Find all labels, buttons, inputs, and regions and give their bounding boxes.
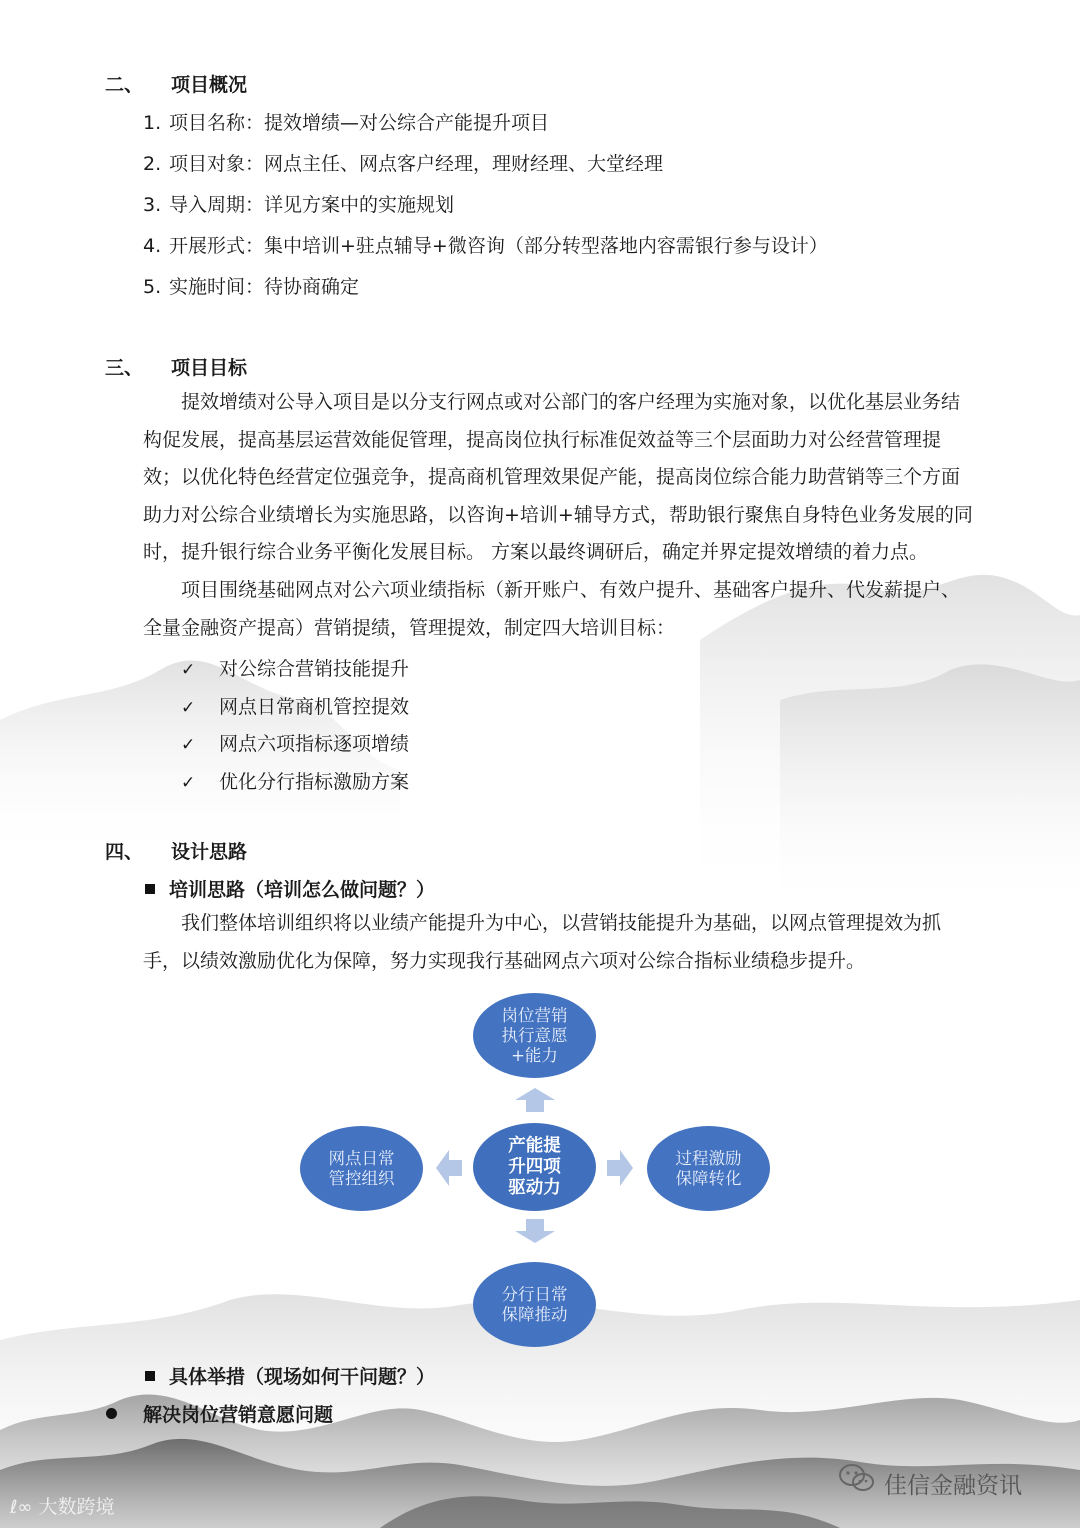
- logo-mark-icon: ℓ∞: [10, 1497, 33, 1518]
- section-4-number: 四、: [105, 841, 144, 863]
- diagram-node-line: 保障转化: [675, 1168, 742, 1188]
- diagram-node-line: 保障推动: [501, 1304, 568, 1324]
- goal-item-text: 网点日常商机管控提效: [219, 696, 410, 718]
- list-item: [143, 190, 454, 217]
- arrow-up-icon: [515, 1088, 555, 1112]
- diagram-node-line: 管控组织: [328, 1168, 395, 1188]
- check-icon: ✓: [181, 698, 196, 718]
- subsection-training-heading: [145, 875, 435, 902]
- arrow-left-icon: [436, 1150, 462, 1186]
- diagram-node-left: [300, 1126, 423, 1211]
- diagram-node-line: 分行日常: [501, 1284, 568, 1304]
- goal-item: [181, 692, 409, 719]
- arrow-down-icon: [515, 1219, 555, 1243]
- list-item-number: 1.: [143, 112, 162, 134]
- section-2-number: 二、: [105, 74, 144, 96]
- bullet-item: [106, 1400, 333, 1427]
- diagram-node-line: 产能提: [508, 1135, 561, 1156]
- training-paragraph: 我们整体培训组织将以业绩产能提升为中心，以营销技能提升为基础，以网点管理提效为抓手，以绩效激励优化为保障，努力实现我行基础网点六项对公综合指标业绩稳步提升。: [143, 912, 942, 972]
- list-item-number: 5.: [143, 276, 162, 298]
- subsection-measures-heading: [145, 1362, 435, 1389]
- diagram-node-bottom: [473, 1262, 596, 1347]
- list-item-text: 项目对象：网点主任、网点客户经理，理财经理、大堂经理: [169, 153, 664, 175]
- diagram-node-line: 执行意愿: [501, 1025, 568, 1045]
- goal-item-text: 对公综合营销技能提升: [219, 658, 410, 680]
- arrow-right-icon: [607, 1150, 633, 1186]
- list-item-number: 4.: [143, 235, 162, 257]
- list-item: [143, 272, 359, 299]
- goal-paragraph-2: 项目围绕基础网点对公六项业绩指标（新开账户、有效户提升、基础客户提升、代发薪提户、全量金融资产提高）营销提绩，管理提效，制定四大培训目标：: [143, 579, 961, 639]
- check-icon: ✓: [181, 660, 196, 680]
- diagram-node-right: [647, 1126, 770, 1211]
- goal-paragraph-1: 提效增绩对公导入项目是以分支行网点或对公部门的客户经理为实施对象，以优化基层业务结构促发展，提高基层运营效能促管理，提高岗位执行标准促效益等三个层面助力对公经营管理提效；以优化特色经营定位强竞争，提高商机管理效果促产能，提高岗位综合能力助营销等三个方面助力对公综合业绩增长为实施思路，以咨询+培训+辅导方式，帮助银行聚焦自身特色业务发展的同时，提升银行综合业务平衡化发展目标。 方案以最终调研后，确定并界定提效增绩的着力点。: [143, 391, 973, 563]
- diagram-node-line: +能力: [511, 1045, 558, 1065]
- diagram-node-line: 岗位营销: [501, 1005, 568, 1025]
- goal-item-text: 优化分行指标激励方案: [219, 771, 410, 793]
- diagram-node-line: 升四项: [508, 1156, 561, 1177]
- goal-item-text: 网点六项指标逐项增绩: [219, 733, 410, 755]
- list-item: [143, 149, 663, 176]
- section-3-title: 项目目标: [171, 357, 248, 379]
- section-3-number: 三、: [105, 357, 144, 379]
- square-bullet-icon: [145, 1371, 155, 1381]
- list-item-number: 2.: [143, 153, 162, 175]
- diagram-node-line: 驱动力: [508, 1177, 561, 1198]
- section-4-heading: [105, 837, 247, 864]
- list-item-text: 实施时间：待协商确定: [169, 276, 360, 298]
- square-bullet-icon: [145, 884, 155, 894]
- section-2-title: 项目概况: [171, 74, 248, 96]
- list-item-number: 3.: [143, 194, 162, 216]
- goal-item: [181, 729, 409, 756]
- check-icon: ✓: [181, 773, 196, 793]
- diagram-node-center: [473, 1123, 596, 1211]
- diagram-node-line: 网点日常: [328, 1148, 395, 1168]
- footer-left-logo: [10, 1492, 114, 1519]
- check-icon: ✓: [181, 735, 196, 755]
- list-item-text: 导入周期：详见方案中的实施规划: [169, 194, 455, 216]
- goal-item: [181, 654, 409, 681]
- list-item: [143, 108, 549, 135]
- goal-item: [181, 767, 409, 794]
- footer-right-logo-text: 佳信金融资讯: [884, 1473, 1022, 1499]
- section-4-title: 设计思路: [171, 841, 248, 863]
- footer-right-logo: [838, 1463, 1022, 1500]
- subsection-measures-title: 具体举措（现场如何干问题？）: [169, 1366, 436, 1388]
- bullet-item-text: 解决岗位营销意愿问题: [143, 1404, 334, 1426]
- diagram-node-top: [473, 993, 596, 1078]
- list-item-text: 开展形式：集中培训+驻点辅导+微咨询（部分转型落地内容需银行参与设计）: [169, 235, 828, 257]
- section-2-heading: [105, 70, 247, 97]
- subsection-training-title: 培训思路（培训怎么做问题？）: [169, 879, 436, 901]
- footer-left-logo-text: 大数跨境: [38, 1496, 115, 1518]
- section-3-heading: [105, 353, 247, 380]
- wechat-icon: [838, 1463, 876, 1499]
- list-item: [143, 231, 828, 258]
- round-bullet-icon: [106, 1408, 117, 1419]
- diagram-node-line: 过程激励: [675, 1148, 742, 1168]
- list-item-text: 项目名称：提效增绩—对公综合产能提升项目: [169, 112, 550, 134]
